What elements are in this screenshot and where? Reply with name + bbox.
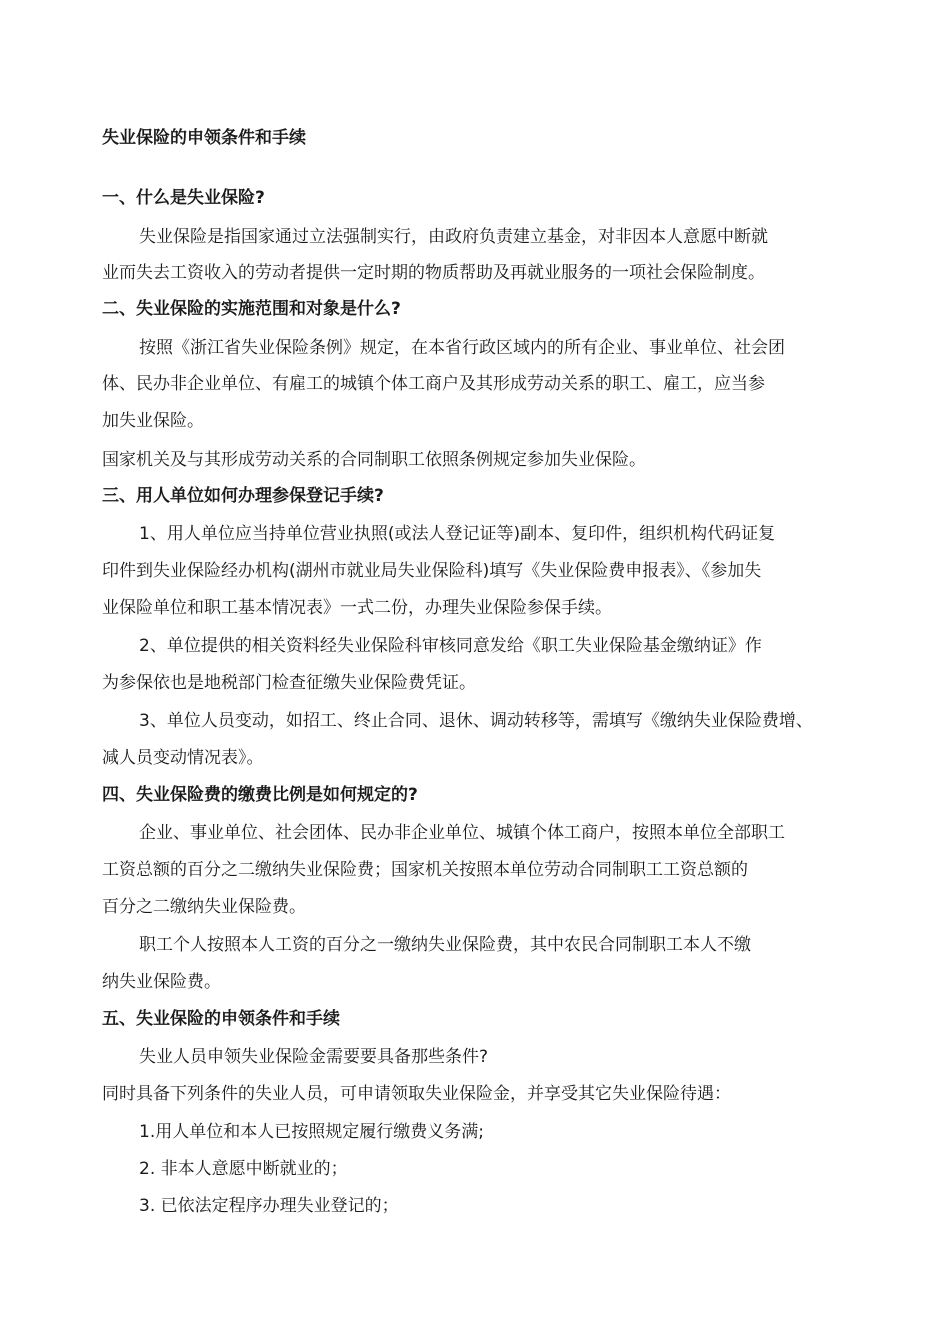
section-1-heading: 一、什么是失业保险? <box>102 188 265 208</box>
list-item: 3. 已依法定程序办理失业登记的； <box>139 1196 399 1216</box>
section-2-heading: 二、失业保险的实施范围和对象是什么? <box>102 299 401 319</box>
paragraph-line: 百分之二缴纳失业保险费。 <box>102 897 306 917</box>
paragraph-line: 纳失业保险费。 <box>102 972 221 992</box>
paragraph-line: 为参保依也是地税部门检查征缴失业保险费凭证。 <box>102 673 476 693</box>
list-item: 2. 非本人意愿中断就业的； <box>139 1159 348 1179</box>
paragraph-line: 失业人员申领失业保险金需要要具备那些条件? <box>139 1047 489 1067</box>
paragraph-line: 业而失去工资收入的劳动者提供一定时期的物质帮助及再就业服务的一项社会保险制度。 <box>102 263 765 283</box>
paragraph-line: 2、单位提供的相关资料经失业保险科审核同意发给《职工失业保险基金缴纳证》作 <box>139 636 762 656</box>
paragraph-line: 3、单位人员变动，如招工、终止合同、退休、调动转移等，需填写《缴纳失业保险费增、 <box>139 711 813 731</box>
paragraph-line: 印件到失业保险经办机构(湖州市就业局失业保险科)填写《失业保险费申报表》、《参加失 <box>102 561 762 581</box>
paragraph-line: 按照《浙江省失业保险条例》规定，在本省行政区域内的所有企业、事业单位、社会团 <box>139 338 785 358</box>
section-4-heading: 四、失业保险费的缴费比例是如何规定的? <box>102 785 418 805</box>
paragraph-line: 国家机关及与其形成劳动关系的合同制职工依照条例规定参加失业保险。 <box>102 450 646 470</box>
section-3-heading: 三、用人单位如何办理参保登记手续? <box>102 486 384 506</box>
paragraph-line: 加失业保险。 <box>102 411 204 431</box>
paragraph-line: 减人员变动情况表》。 <box>102 748 264 768</box>
section-5-heading: 五、失业保险的申领条件和手续 <box>102 1009 340 1029</box>
paragraph-line: 工资总额的百分之二缴纳失业保险费；国家机关按照本单位劳动合同制职工工资总额的 <box>102 860 748 880</box>
list-item: 1.用人单位和本人已按照规定履行缴费义务满; <box>139 1122 484 1142</box>
paragraph-line: 业保险单位和职工基本情况表》一式二份，办理失业保险参保手续。 <box>102 598 612 618</box>
document-title: 失业保险的申领条件和手续 <box>102 128 306 148</box>
paragraph-line: 同时具备下列条件的失业人员，可申请领取失业保险金，并享受其它失业保险待遇： <box>102 1084 731 1104</box>
paragraph-line: 企业、事业单位、社会团体、民办非企业单位、城镇个体工商户，按照本单位全部职工 <box>139 823 785 843</box>
paragraph-line: 失业保险是指国家通过立法强制实行，由政府负责建立基金，对非因本人意愿中断就 <box>139 227 768 247</box>
paragraph-line: 1、用人单位应当持单位营业执照(或法人登记证等)副本、复印件，组织机构代码证复 <box>139 524 776 544</box>
paragraph-line: 职工个人按照本人工资的百分之一缴纳失业保险费，其中农民合同制职工本人不缴 <box>139 935 751 955</box>
paragraph-line: 体、民办非企业单位、有雇工的城镇个体工商户及其形成劳动关系的职工、雇工，应当参 <box>102 374 765 394</box>
